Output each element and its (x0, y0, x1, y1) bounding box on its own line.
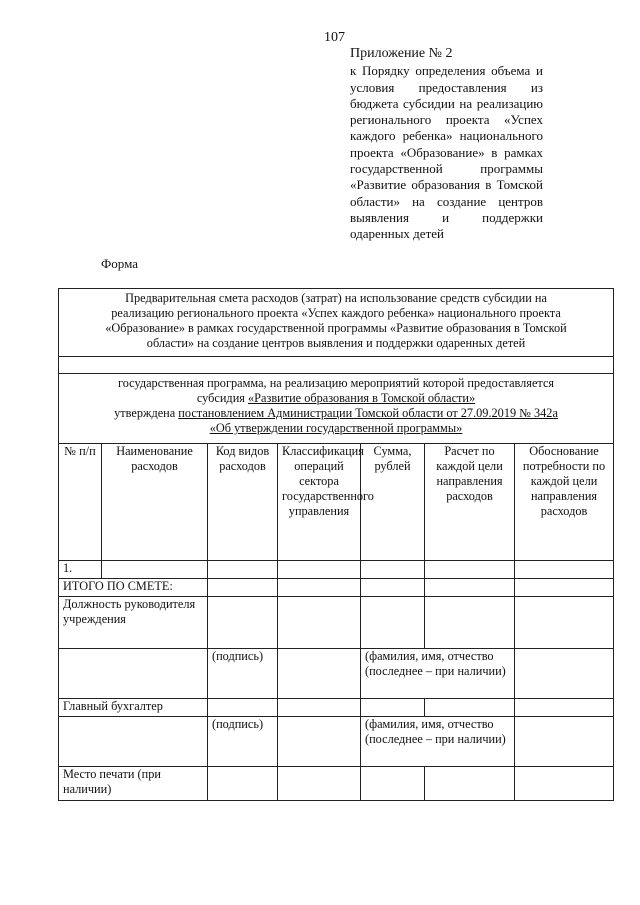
head-name-label: (фамилия, имя, отчество (последнее – при наличии) (361, 649, 515, 699)
head-signature-label: (подпись) (208, 649, 278, 699)
col-expense-code: Код видов расходов (208, 444, 278, 561)
accountant-label: Главный бухгалтер (59, 699, 208, 717)
accountant-signature-details (59, 717, 614, 767)
col-calculation: Расчет по каждой цели направления расходов (425, 444, 515, 561)
table-row (59, 561, 614, 579)
appendix-text: к Порядку определения объема и условия предоставления из бюджета субсидии на реализацию регионального проекта «Успех каждого ребенка» национального проекта «Образование» в рамках государственной программы «Развитие образования в Томской области» на создание центров выявления и поддержки одаренных детей (350, 63, 543, 242)
page-number: 107 (324, 30, 345, 45)
table-title: Предварительная смета расходов (затрат) на использование средств субсидии на реализацию регионального проекта «Успех каждого ребенка» национального проекта «Образование» в рамках государственной программы «Развитие образования в Томской области» на создание центров выявления и поддержки одаренных детей (59, 289, 614, 357)
accountant-name-label: (фамилия, имя, отчество (последнее – при наличии) (361, 717, 515, 767)
head-signature-row (59, 597, 614, 649)
appendix-title: Приложение № 2 (350, 46, 453, 61)
seal-label: Место печати (при наличии) (59, 767, 208, 801)
program-info: государственная программа, на реализацию мероприятий которой предоставляется субсидия «Развитие образования в Томской области» утверждена постановлением Администрации Томской области от 27.09.2019 № 342а «Об утверждении государственной программы» (59, 374, 614, 444)
col-sum: Сумма, рублей (361, 444, 425, 561)
resolution-title: «Об утверждении государственной программы» (209, 421, 463, 435)
empty-row (59, 357, 614, 374)
accountant-row (59, 699, 614, 717)
accountant-signature-label: (подпись) (208, 717, 278, 767)
appendix-header (350, 46, 543, 243)
head-position-label: Должность руководителя учреждения (59, 597, 208, 649)
head-signature-details (59, 649, 614, 699)
col-number: № п/п (59, 444, 102, 561)
col-justification: Обоснование потребности по каждой цели направления расходов (515, 444, 614, 561)
col-expense-name: Наименование расходов (102, 444, 208, 561)
form-label: Форма (101, 256, 138, 271)
resolution-ref: постановлением Администрации Томской области от 27.09.2019 № 342а (178, 406, 558, 420)
col-classification: Классификация операций сектора государственного управления (278, 444, 361, 561)
column-headers (59, 444, 614, 561)
total-row (59, 579, 614, 597)
seal-row (59, 767, 614, 801)
total-label: ИТОГО ПО СМЕТЕ: (59, 579, 208, 597)
program-name: «Развитие образования в Томской области» (248, 391, 476, 405)
row-number: 1. (59, 561, 102, 579)
budget-estimate-table (58, 288, 614, 801)
